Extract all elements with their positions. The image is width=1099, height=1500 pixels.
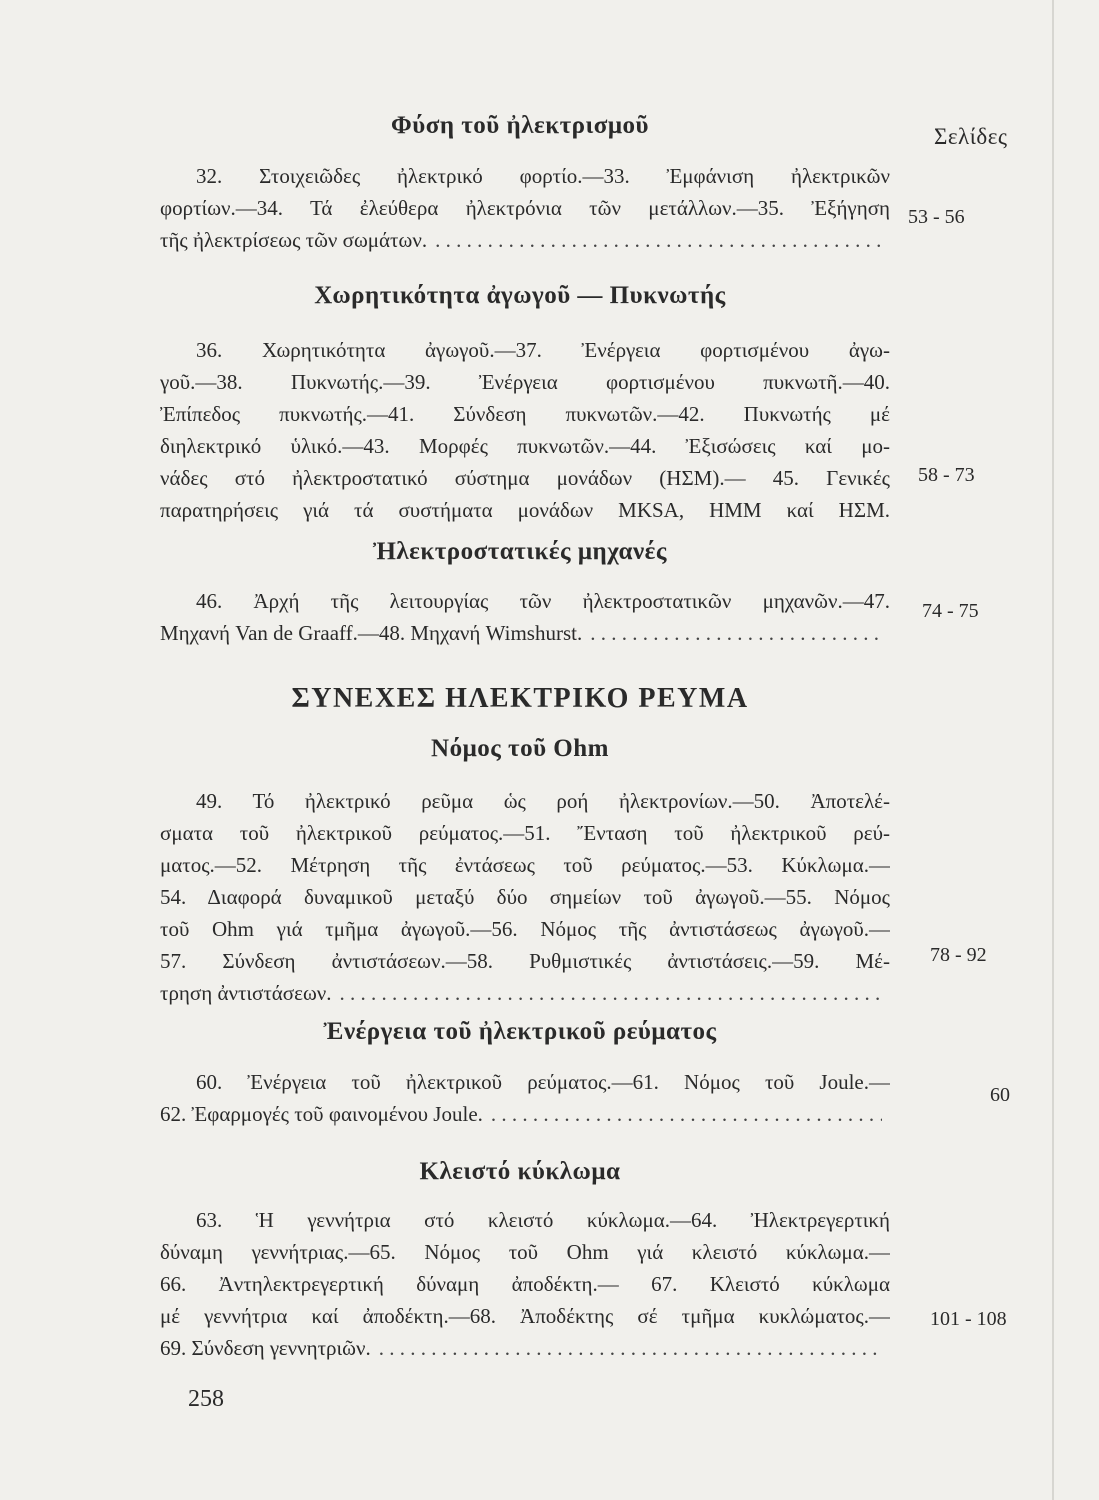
- entry-line: Ἐπίπεδος πυκνωτής.—41. Σύνδεση πυκνωτῶν.—42. Πυκνωτής μέ: [160, 402, 890, 426]
- page-range: 101 - 108: [930, 1308, 1007, 1330]
- entry-line: 69. Σύνδεση γεννητριῶν.: [160, 1336, 371, 1360]
- entry-line: 32. Στοιχειῶδες ἠλεκτρικό φορτίο.—33. Ἐμφάνιση ἠλεκτρικῶν: [196, 164, 890, 188]
- page-range: 58 - 73: [918, 464, 975, 486]
- page-range: 74 - 75: [922, 600, 979, 622]
- entry-line: γοῦ.—38. Πυκνωτής.—39. Ἐνέργεια φορτισμένου πυκνωτῆ.—40.: [160, 370, 890, 394]
- entry-line: 63. Ἡ γεννήτρια στό κλειστό κύκλωμα.—64. Ἠλεκτρεγερτική: [196, 1208, 890, 1232]
- entry-line: 62. Ἐφαρμογές τοῦ φαινομένου Joule.: [160, 1102, 483, 1126]
- page-range: 60: [990, 1084, 1010, 1106]
- entry-line: νάδες στό ἠλεκτροστατικό σύστημα μονάδων (ΗΣΜ).— 45. Γενικές: [160, 466, 890, 490]
- toc-entry: [160, 1066, 890, 1130]
- entry-line: παρατηρήσεις γιά τά συστήματα μονάδων MKSA, HMM καί ΗΣΜ.: [160, 498, 890, 522]
- entry-line: σματα τοῦ ἠλεκτρικοῦ ρεύματος.—51. Ἔνταση τοῦ ἠλεκτρικοῦ ρεύ-: [160, 821, 890, 845]
- toc-entry: [160, 585, 890, 649]
- entry-line: τρηση ἀντιστάσεων.: [160, 981, 332, 1005]
- entry-line: 66. Ἀντηλεκτρεγερτική δύναμη ἀποδέκτη.— 67. Κλειστό κύκλωμα: [160, 1272, 890, 1296]
- entry-line: Μηχανή Van de Graaff.—48. Μηχανή Wimshurst.: [160, 621, 583, 645]
- entry-line: 57. Σύνδεση ἀντιστάσεων.—58. Ρυθμιστικές ἀντιστάσεις.—59. Μέ-: [160, 949, 890, 973]
- dot-leader: [491, 1098, 882, 1130]
- dot-leader: [435, 224, 882, 256]
- entry-line: 49. Τό ἠλεκτρικό ρεῦμα ὡς ροή ἠλεκτρονίων.—50. Ἀποτελέ-: [196, 789, 890, 813]
- entry-line: 36. Χωρητικότητα ἀγωγοῦ.—37. Ἐνέργεια φορτισμένου ἀγω-: [196, 338, 890, 362]
- part-title: ΣΥΝΕΧΕΣ ΗΛΕΚΤΡΙΚΟ ΡΕΥΜΑ: [291, 683, 749, 714]
- entry-line: δύναμη γεννήτριας.—65. Νόμος τοῦ Ohm γιά κλειστό κύκλωμα.—: [160, 1240, 890, 1264]
- entry-line: ματος.—52. Μέτρηση τῆς ἐντάσεως τοῦ ρεύματος.—53. Κύκλωμα.—: [160, 853, 890, 877]
- entry-line: τοῦ Ohm γιά τμῆμα ἀγωγοῦ.—56. Νόμος τῆς ἀντιστάσεως ἀγωγοῦ.—: [160, 917, 890, 941]
- section-title: Φύση τοῦ ἠλεκτρισμοῦ: [391, 112, 649, 139]
- entry-line-leader: [160, 1332, 890, 1364]
- dot-leader: [340, 977, 882, 1009]
- pages-column-header: Σελίδες: [934, 124, 1008, 149]
- entry-line-leader: [160, 617, 890, 649]
- section-title: Χωρητικότητα ἀγωγοῦ — Πυκνωτής: [314, 282, 726, 309]
- section-title: Νόμος τοῦ Ohm: [431, 735, 609, 762]
- section-title: Ἠλεκτροστατικές μηχανές: [373, 538, 667, 565]
- entry-line: μέ γεννήτρια καί ἀποδέκτη.—68. Ἀποδέκτης σέ τμῆμα κυκλώματος.—: [160, 1304, 890, 1328]
- toc-entry: [160, 1204, 890, 1364]
- entry-line: τῆς ἠλεκτρίσεως τῶν σωμάτων.: [160, 228, 428, 252]
- entry-line-leader: [160, 1098, 890, 1130]
- section-title: Κλειστό κύκλωμα: [419, 1158, 621, 1185]
- entry-line: φορτίων.—34. Τά ἐλεύθερα ἠλεκτρόνια τῶν μετάλλων.—35. Ἐξήγηση: [160, 196, 890, 220]
- entry-line-leader: [160, 224, 890, 256]
- entry-line: 54. Διαφορά δυναμικοῦ μεταξύ δύο σημείων τοῦ ἀγωγοῦ.—55. Νόμος: [160, 885, 890, 909]
- page-range: 53 - 56: [908, 206, 965, 228]
- page-range: 78 - 92: [930, 944, 987, 966]
- dot-leader: [590, 617, 882, 649]
- entry-line-leader: [160, 977, 890, 1009]
- section-title: Ἐνέργεια τοῦ ἠλεκτρικοῦ ρεύματος: [323, 1018, 717, 1045]
- toc-entry: [160, 785, 890, 1009]
- toc-entry: [160, 334, 890, 526]
- entry-line: διηλεκτρικό ὑλικό.—43. Μορφές πυκνωτῶν.—44. Ἐξισώσεις καί μο-: [160, 434, 890, 458]
- page-number: 258: [188, 1386, 224, 1412]
- page-edge: [1052, 0, 1054, 1500]
- entry-line: 46. Ἀρχή τῆς λειτουργίας τῶν ἠλεκτροστατικῶν μηχανῶν.—47.: [196, 589, 890, 613]
- toc-entry: [160, 160, 890, 256]
- entry-line: 60. Ἐνέργεια τοῦ ἠλεκτρικοῦ ρεύματος.—61. Νόμος τοῦ Joule.—: [196, 1070, 890, 1094]
- dot-leader: [379, 1332, 882, 1364]
